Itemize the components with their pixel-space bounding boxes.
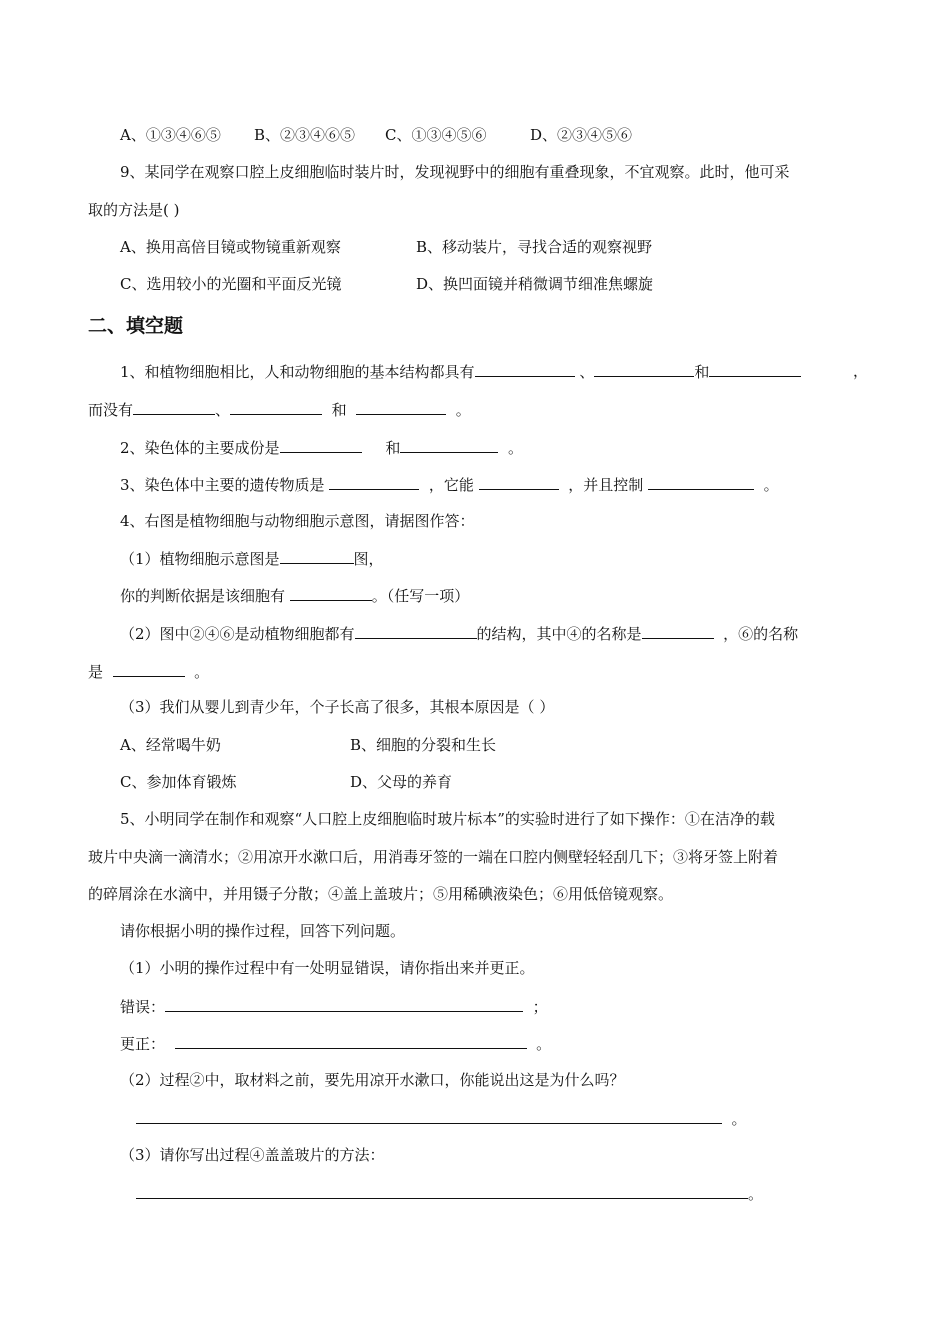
separator: 和 xyxy=(694,363,710,381)
fill-q5-sub3: （3）请你写出过程④盖盖玻片的方法： xyxy=(120,1146,385,1164)
fill-q4-sub1-line2 xyxy=(120,585,469,606)
fix-label: 更正： xyxy=(120,1035,166,1053)
answer-blank[interactable] xyxy=(290,585,372,601)
punctuation: 。 xyxy=(507,439,523,457)
answer-blank[interactable] xyxy=(355,623,477,639)
error-label: 错误： xyxy=(120,998,166,1016)
q8-option-d: D、②③④⑤⑥ xyxy=(530,126,633,144)
fill-q2-text: 2、染色体的主要成份是 xyxy=(120,439,280,457)
answer-blank[interactable] xyxy=(648,474,754,490)
fill-q5-error xyxy=(120,996,548,1017)
fill-q4-sub1 xyxy=(120,548,384,569)
q4-option-c: C、参加体育锻炼 xyxy=(120,773,237,791)
punctuation: ； xyxy=(532,998,548,1016)
q8-option-a: A、①③④⑥⑤ xyxy=(120,126,221,144)
separator: 和 xyxy=(385,439,401,457)
answer-blank[interactable] xyxy=(356,399,446,415)
q8-option-c: C、①③④⑤⑥ xyxy=(385,126,487,144)
fill-q4-text: ，⑥的名称 xyxy=(723,625,799,643)
fill-q1-line1 xyxy=(120,361,801,382)
answer-blank[interactable] xyxy=(280,548,354,564)
fill-q4-sub2 xyxy=(120,623,798,644)
fill-q3 xyxy=(120,474,779,495)
punctuation: 。 xyxy=(763,476,779,494)
answer-blank[interactable] xyxy=(594,361,694,377)
answer-blank[interactable] xyxy=(329,474,419,490)
fill-q5-line3: 的碎屑涂在水滴中，并用镊子分散；④盖上盖玻片；⑤用稀碘液染色；⑥用低倍镜观察。 xyxy=(88,885,674,903)
separator: 和 xyxy=(331,401,347,419)
separator: ，并且控制 xyxy=(568,476,644,494)
fill-q5-sub3-answer xyxy=(136,1183,763,1204)
fill-q4-text: 你的判断依据是该细胞有 xyxy=(120,587,286,605)
punctuation: 。 xyxy=(748,1185,764,1203)
answer-blank[interactable] xyxy=(136,1108,722,1124)
fill-q5-sub1: （1）小明的操作过程中有一处明显错误，请你指出来并更正。 xyxy=(120,959,535,977)
punctuation: 。 xyxy=(455,401,471,419)
fill-q1-text: 而没有 xyxy=(88,401,134,419)
q9-stem-line1: 9、某同学在观察口腔上皮细胞临时装片时，发现视野中的细胞有重叠现象，不宜观察。此时，他可采 xyxy=(120,163,790,181)
fill-q5-sub2-answer xyxy=(136,1108,747,1129)
answer-blank[interactable] xyxy=(400,437,498,453)
q4-option-b: B、细胞的分裂和生长 xyxy=(350,736,497,754)
fill-q4-text: （1）植物细胞示意图是 xyxy=(120,550,280,568)
answer-blank[interactable] xyxy=(475,361,575,377)
q9-option-b: B、移动装片，寻找合适的观察视野 xyxy=(416,238,653,256)
q9-option-d: D、换凹面镜并稍微调节细准焦螺旋 xyxy=(416,275,654,293)
answer-blank[interactable] xyxy=(136,1183,748,1199)
answer-blank[interactable] xyxy=(642,623,714,639)
q9-option-c: C、选用较小的光圈和平面反光镜 xyxy=(120,275,342,293)
q4-option-a: A、经常喝牛奶 xyxy=(120,736,221,754)
fill-q4-text: （2）图中②④⑥是动植物细胞都有 xyxy=(120,625,355,643)
answer-blank[interactable] xyxy=(175,1033,527,1049)
fill-q4-stem: 4、右图是植物细胞与动物细胞示意图，请据图作答： xyxy=(120,512,475,530)
separator: ，它能 xyxy=(428,476,474,494)
answer-blank[interactable] xyxy=(230,399,322,415)
fill-q3-text: 3、染色体中主要的遗传物质是 xyxy=(120,476,325,494)
section-heading: 二、填空题 xyxy=(88,315,184,337)
punctuation: 。 xyxy=(536,1035,552,1053)
fill-q1-text: 1、和植物细胞相比，人和动物细胞的基本结构都具有 xyxy=(120,363,475,381)
punctuation: ， xyxy=(853,362,869,380)
separator: 、 xyxy=(215,401,231,419)
punctuation: 。 xyxy=(731,1110,747,1128)
answer-blank[interactable] xyxy=(709,361,801,377)
fill-q4-sub3: （3）我们从婴儿到青少年，个子长高了很多，其根本原因是（ ） xyxy=(120,698,555,716)
answer-blank[interactable] xyxy=(165,996,523,1012)
fill-q4-sub2-line2 xyxy=(88,661,209,682)
fill-q5-line2: 玻片中央滴一滴清水；②用凉开水漱口后，用消毒牙签的一端在口腔内侧壁轻轻刮几下；③将牙签上附着 xyxy=(88,848,779,866)
answer-blank[interactable] xyxy=(113,661,185,677)
fill-q1-line2 xyxy=(88,399,471,420)
answer-blank[interactable] xyxy=(479,474,559,490)
punctuation: 。 xyxy=(194,663,210,681)
answer-blank[interactable] xyxy=(133,399,215,415)
fill-q4-text: 是 xyxy=(88,663,104,681)
fill-q5-line4: 请你根据小明的操作过程，回答下列问题。 xyxy=(120,922,406,940)
fill-q4-text: 的结构，其中④的名称是 xyxy=(476,625,642,643)
q8-option-b: B、②③④⑥⑤ xyxy=(254,126,356,144)
q9-stem-line2: 取的方法是( ) xyxy=(88,201,180,219)
fill-q5-sub2: （2）过程②中，取材料之前，要先用凉开水漱口，你能说出这是为什么吗？ xyxy=(120,1071,625,1089)
separator: 、 xyxy=(579,363,595,381)
fill-q4-text: 。（任写一项） xyxy=(371,587,470,605)
fill-q2 xyxy=(120,437,523,458)
fill-q5-fix xyxy=(120,1033,551,1054)
answer-blank[interactable] xyxy=(280,437,362,453)
q9-option-a: A、换用高倍目镜或物镜重新观察 xyxy=(120,238,341,256)
fill-q5-line1: 5、小明同学在制作和观察“人口腔上皮细胞临时玻片标本”的实验时进行了如下操作：①在洁净的载 xyxy=(120,810,775,828)
q4-option-d: D、父母的养育 xyxy=(350,773,453,791)
fill-q4-text: 图， xyxy=(353,550,384,568)
